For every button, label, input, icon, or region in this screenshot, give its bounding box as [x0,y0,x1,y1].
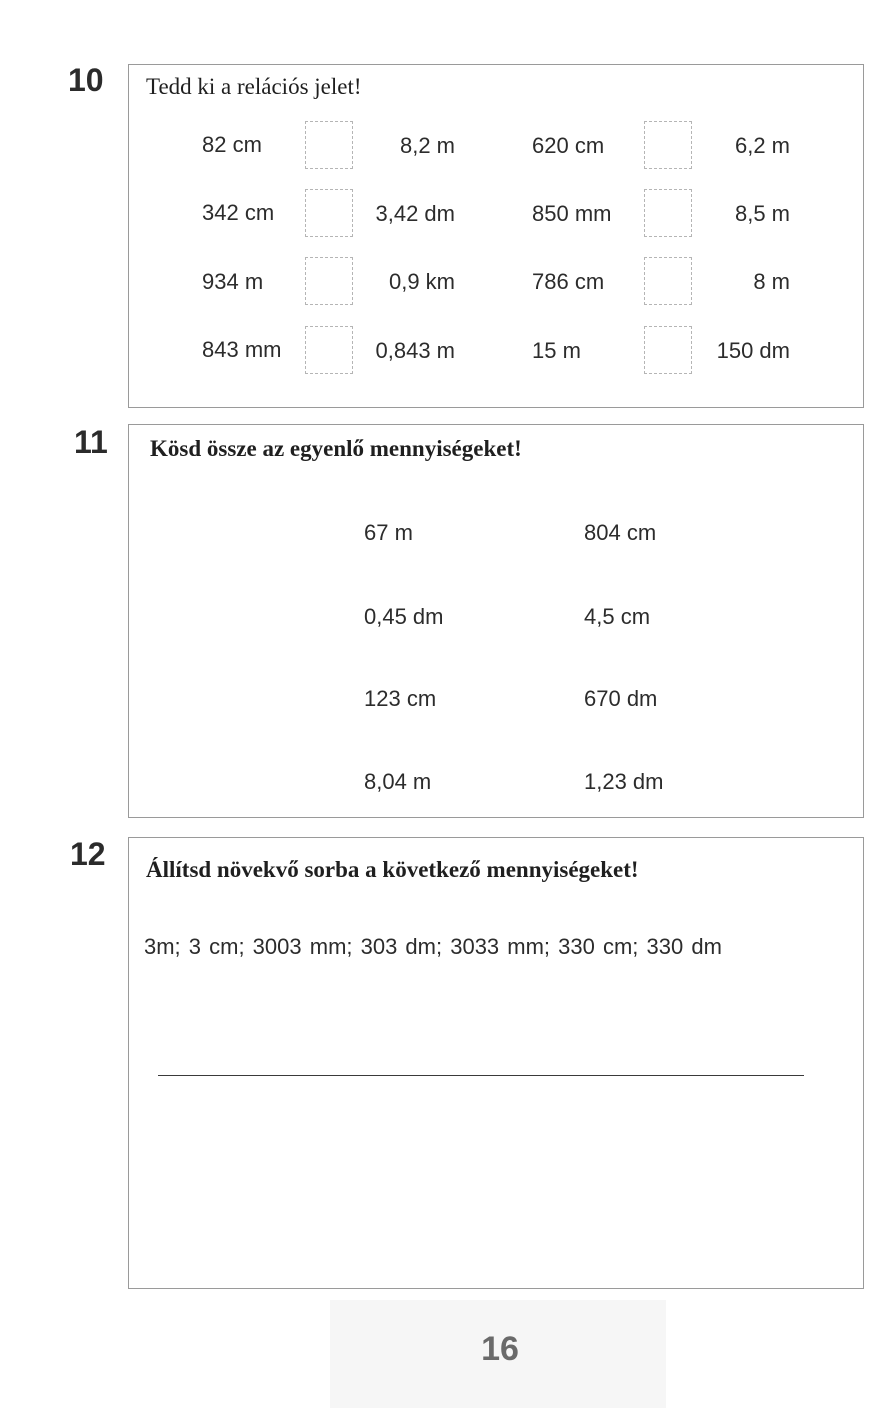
exercise-number-11: 11 [74,424,108,460]
ex10-row1-left-a: 82 cm [202,132,262,157]
exercise-12-box [128,837,864,1289]
ex10-row2-answer-box-b[interactable] [644,189,692,237]
ex10-row2-right-a: 3,42 dm [375,201,455,226]
ex10-row3-right-b: 8 m [753,269,790,294]
exercise-number-10: 10 [68,62,104,98]
ex10-row4-left-b: 15 m [532,338,581,363]
page-number: 16 [481,1330,519,1368]
ex10-row3-answer-box-a[interactable] [305,257,353,305]
ex11-right-item-3[interactable]: 670 dm [584,686,658,711]
ex10-row4-answer-box-b[interactable] [644,326,692,374]
ex10-row3-left-b: 786 cm [532,269,605,294]
ex10-row1-answer-box-a[interactable] [305,121,353,169]
exercise-10-instruction: Tedd ki a relációs jelet! [146,74,362,99]
ex11-left-item-1[interactable]: 67 m [364,520,413,545]
ex11-left-item-4[interactable]: 8,04 m [364,769,432,794]
exercise-11-instruction: Kösd össze az egyenlő mennyiségeket! [150,436,522,461]
ex10-row2-answer-box-a[interactable] [305,189,353,237]
exercise-number-12: 12 [70,836,106,872]
ex10-row3-answer-box-b[interactable] [644,257,692,305]
ex10-row2-left-a: 342 cm [202,200,275,225]
ex10-row2-right-b: 8,5 m [734,201,790,226]
ex10-row1-right-a: 8,2 m [399,133,455,158]
ex10-row4-left-a: 843 mm [202,337,282,362]
ex10-row1-left-b: 620 cm [532,133,605,158]
exercise-11-box [128,424,864,818]
ex12-quantities-sequence: 3m; 3 cm; 3003 mm; 303 dm; 3033 mm; 330 cm; 330 dm [144,934,722,959]
ex11-right-item-2[interactable]: 4,5 cm [584,604,651,629]
ex10-row3-right-a: 0,9 km [388,269,455,294]
ex10-row2-left-b: 850 mm [532,201,612,226]
ex11-right-item-1[interactable]: 804 cm [584,520,657,545]
ex12-answer-line[interactable] [158,1075,804,1076]
ex11-left-item-3[interactable]: 123 cm [364,686,437,711]
exercise-12-instruction: Állítsd növekvő sorba a következő mennyiségeket! [146,857,639,882]
ex10-row3-left-a: 934 m [202,269,264,294]
ex11-left-item-2[interactable]: 0,45 dm [364,604,444,629]
ex10-row1-right-b: 6,2 m [734,133,790,158]
ex10-row4-answer-box-a[interactable] [305,326,353,374]
ex10-row4-right-a: 0,843 m [375,338,455,363]
ex10-row1-answer-box-b[interactable] [644,121,692,169]
ex11-right-item-4[interactable]: 1,23 dm [584,769,664,794]
ex10-row4-right-b: 150 dm [716,338,790,363]
